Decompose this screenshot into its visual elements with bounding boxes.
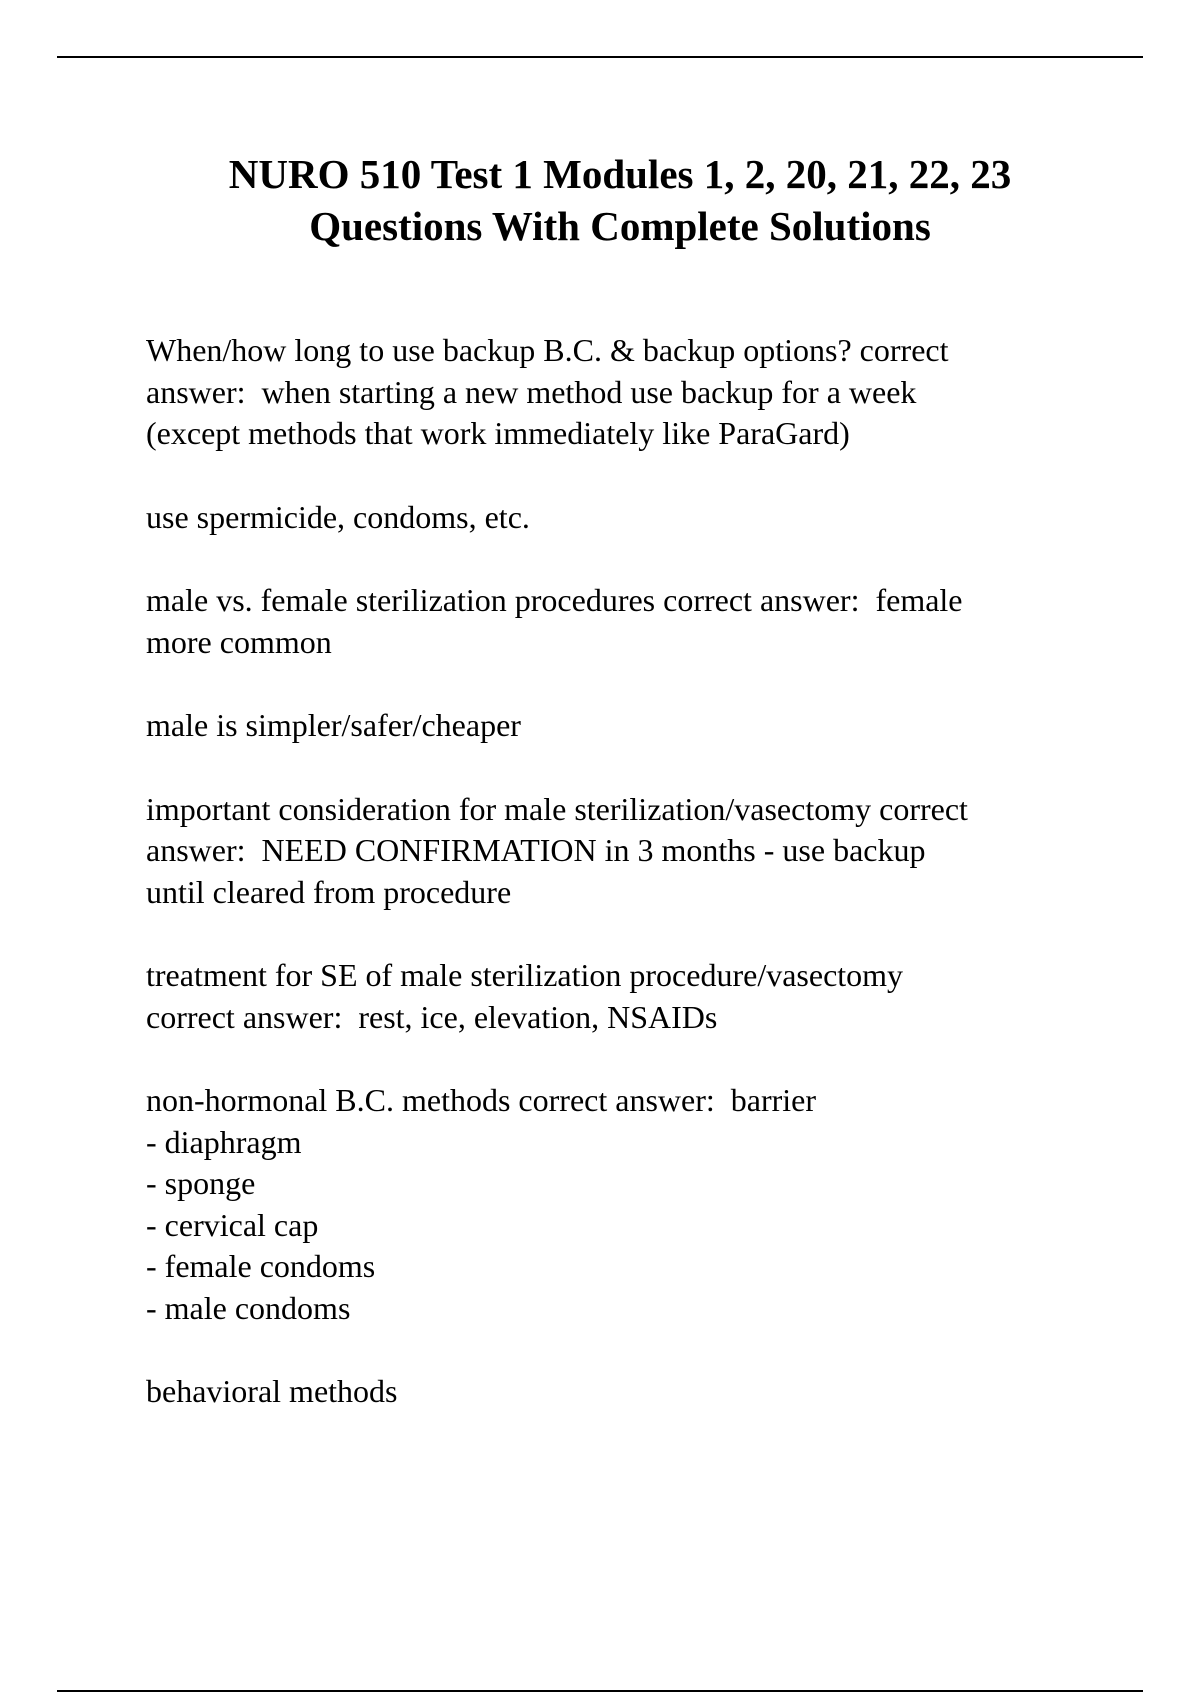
text-line: more common bbox=[146, 623, 332, 660]
paragraph bbox=[146, 497, 1106, 539]
text-line: answer: NEED CONFIRMATION in 3 months - use backup bbox=[146, 832, 926, 868]
text-line: use spermicide, condoms, etc. bbox=[146, 498, 530, 535]
title-line-2: Questions With Complete Solutions bbox=[309, 203, 931, 249]
text-line: treatment for SE of male sterilization procedure/vasectomy bbox=[146, 957, 904, 993]
text-line: - sponge bbox=[146, 1165, 256, 1201]
text-line: non-hormonal B.C. methods correct answer: barrier bbox=[146, 1082, 817, 1118]
paragraph bbox=[146, 1080, 1106, 1329]
paragraph bbox=[146, 1371, 1106, 1413]
footer-rule bbox=[57, 1690, 1143, 1692]
header-rule bbox=[57, 56, 1143, 58]
text-line: When/how long to use backup B.C. & backup options? correct bbox=[146, 332, 949, 368]
text-line: - male condoms bbox=[146, 1289, 351, 1326]
text-line: answer: when starting a new method use backup for a week bbox=[146, 373, 917, 410]
paragraph bbox=[146, 580, 1106, 663]
text-line: - female condoms bbox=[146, 1248, 376, 1284]
text-line: male is simpler/safer/cheaper bbox=[146, 707, 521, 743]
text-line: male vs. female sterilization procedures correct answer: female bbox=[146, 582, 963, 618]
document-title bbox=[0, 148, 1200, 252]
text-line: behavioral methods bbox=[146, 1373, 398, 1409]
text-line: important consideration for male sterilization/vasectomy correct bbox=[146, 790, 968, 827]
text-line: (except methods that work immediately like ParaGard) bbox=[146, 415, 850, 451]
text-line: correct answer: rest, ice, elevation, NSAIDs bbox=[146, 998, 718, 1035]
title-line-1: NURO 510 Test 1 Modules 1, 2, 20, 21, 22, 23 bbox=[228, 151, 1012, 197]
paragraph bbox=[146, 789, 1106, 914]
paragraph bbox=[146, 955, 1106, 1038]
document-body bbox=[146, 330, 1106, 1455]
paragraph bbox=[146, 330, 1106, 455]
paragraph bbox=[146, 705, 1106, 747]
text-line: - diaphragm bbox=[146, 1123, 302, 1160]
text-line: - cervical cap bbox=[146, 1206, 319, 1243]
text-line: until cleared from procedure bbox=[146, 873, 512, 910]
